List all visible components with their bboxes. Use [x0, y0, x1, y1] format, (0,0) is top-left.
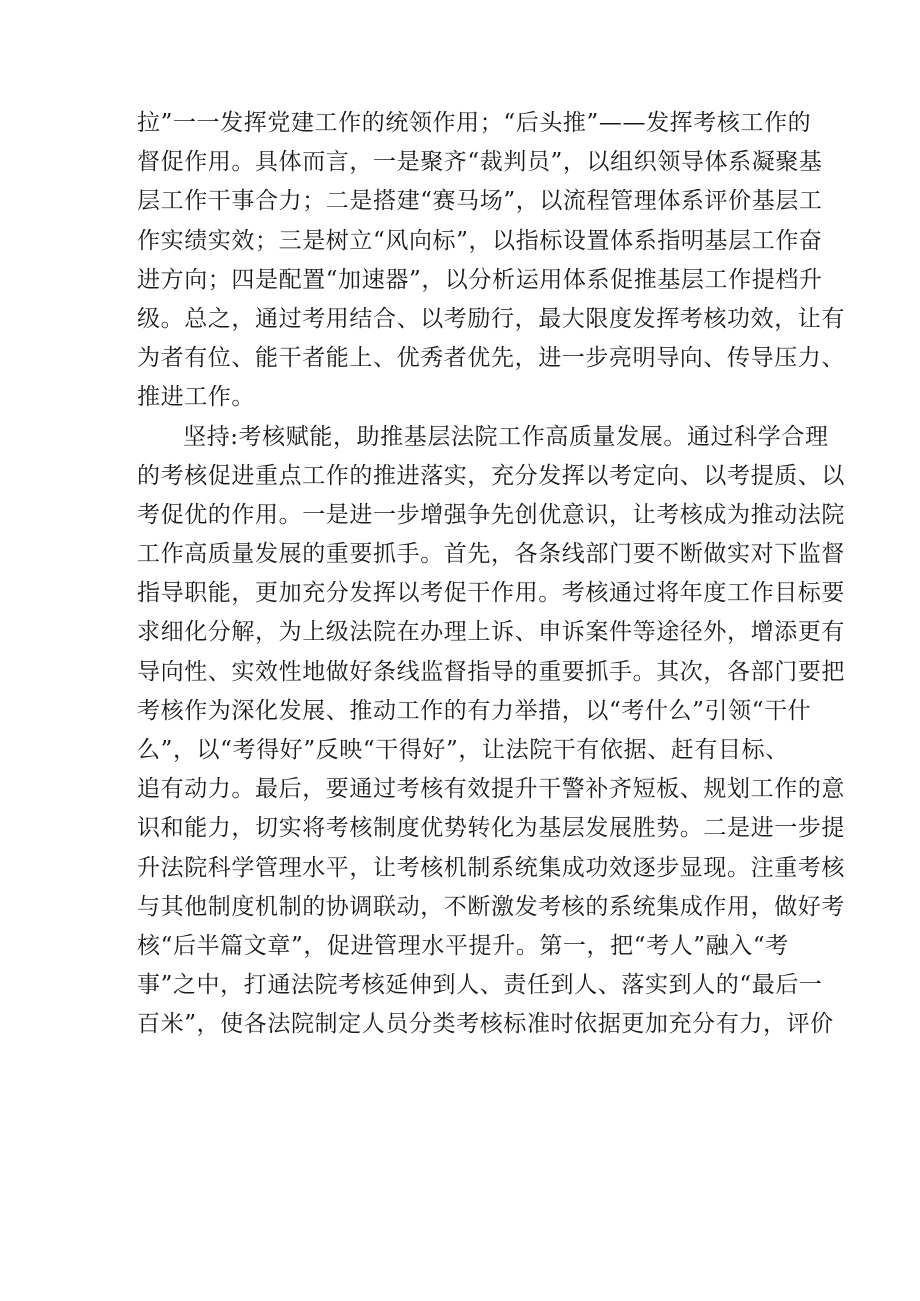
text-line: 层工作干事合力；二是搭建“赛马场”，以流程管理体系评价基层工	[137, 188, 823, 215]
text-line: 级。总之，通过考用结合、以考励行，最大限度发挥考核功效，让有	[137, 305, 845, 332]
text-line: 指导职能，更加充分发挥以考促干作用。考核通过将年度工作目标要	[137, 580, 845, 607]
text-line: 进方向；四是配置“加速器”，以分析运用体系促推基层工作提档升	[137, 266, 823, 293]
text-line: 与其他制度机制的协调联动，不断激发考核的系统集成作用，做好考	[137, 893, 845, 920]
text-line: 的考核促进重点工作的推进落实，充分发挥以考定向、以考提质、以	[137, 462, 845, 489]
text-line: 考促优的作用。一是进一步增强争先创优意识，让考核成为推动法院	[137, 501, 845, 528]
text-line: 百米”，使各法院制定人员分类考核标准时依据更加充分有力，评价	[137, 1011, 834, 1038]
text-line: 事”之中，打通法院考核延伸到人、责任到人、落实到人的“最后一	[137, 972, 823, 999]
document-body	[137, 104, 845, 1045]
text-line: 核“后半篇文章”，促进管理水平提升。第一，把“考人”融入“考	[137, 932, 789, 959]
text-line: 追有动力。最后，要通过考核有效提升干警补齐短板、规划工作的意	[137, 776, 845, 803]
text-line: 升法院科学管理水平，让考核机制系统集成功效逐步显现。注重考核	[137, 854, 845, 881]
text-line: 求细化分解，为上级法院在办理上诉、申诉案件等途径外，增添更有	[137, 619, 845, 646]
text-line: 作实绩实效；三是树立“风向标”，以指标设置体系指明基层工作奋	[137, 227, 823, 254]
text-line: 工作高质量发展的重要抓手。首先，各条线部门要不断做实对下监督	[137, 541, 845, 568]
paragraph-2	[137, 418, 845, 1045]
text-line: 么”，以“考得好”反映“干得好”，让法院干有依据、赶有目标、	[137, 737, 789, 763]
text-line: 导向性、实效性地做好条线监督指导的重要抓手。其次，各部门要把	[137, 658, 845, 685]
text-line: 为者有位、能干者能上、优秀者优先，进一步亮明导向、传导压力、	[137, 345, 845, 372]
text-line: 识和能力，切实将考核制度优势转化为基层发展胜势。二是进一步提	[137, 815, 845, 842]
text-line: 推进工作。	[137, 384, 255, 411]
text-line: 坚持:考核赋能，助推基层法院工作高质量发展。通过科学合理	[183, 423, 829, 450]
text-line: 考核作为深化发展、推动工作的有力举措，以“考什么”引领“干什	[137, 697, 812, 724]
paragraph-1	[137, 104, 845, 418]
text-line: 拉”一一发挥党建工作的统领作用；“后头推”——发挥考核工作的	[137, 110, 812, 136]
text-line: 督促作用。具体而言，一是聚齐“裁判员”，以组织领导体系凝聚基	[137, 149, 823, 176]
